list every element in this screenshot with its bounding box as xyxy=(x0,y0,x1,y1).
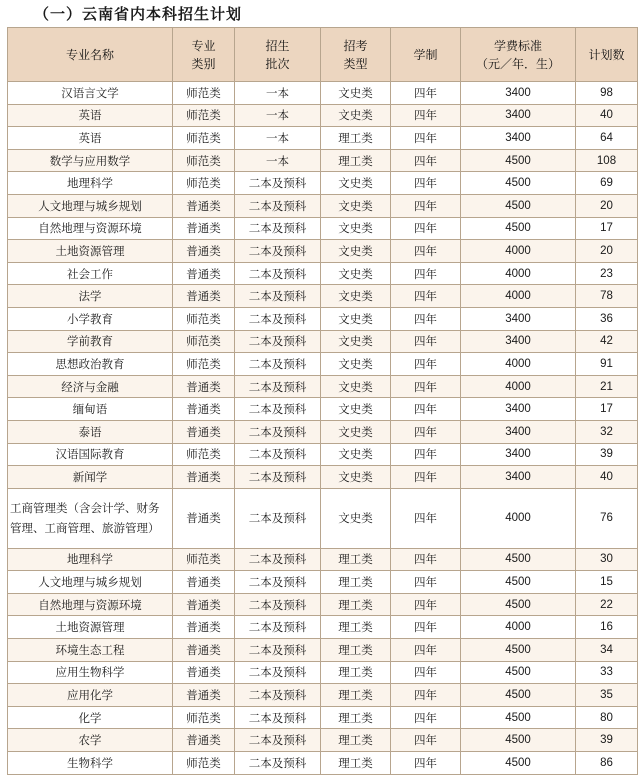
category-cell: 普通类 xyxy=(173,616,235,639)
header-row xyxy=(8,28,638,82)
duration-cell: 四年 xyxy=(391,127,461,150)
batch-cell: 二本及预科 xyxy=(235,488,321,548)
exam-type-cell: 文史类 xyxy=(321,466,391,489)
category-cell: 普通类 xyxy=(173,488,235,548)
category-cell: 师范类 xyxy=(173,353,235,376)
category-cell: 师范类 xyxy=(173,127,235,150)
fee-cell: 4500 xyxy=(461,729,576,752)
major-cell: 缅甸语 xyxy=(8,398,173,421)
batch-cell: 二本及预科 xyxy=(235,172,321,195)
fee-cell: 4500 xyxy=(461,661,576,684)
fee-cell: 4500 xyxy=(461,571,576,594)
duration-cell: 四年 xyxy=(391,262,461,285)
header-fee: 学费标准 （元／年．生） xyxy=(461,28,576,82)
plan-cell: 76 xyxy=(576,488,638,548)
category-cell: 普通类 xyxy=(173,194,235,217)
exam-type-cell: 文史类 xyxy=(321,262,391,285)
fee-cell: 3400 xyxy=(461,82,576,105)
fee-cell: 3400 xyxy=(461,398,576,421)
fee-cell: 3400 xyxy=(461,307,576,330)
exam-type-cell: 文史类 xyxy=(321,353,391,376)
table-row xyxy=(8,127,638,150)
category-cell: 普通类 xyxy=(173,729,235,752)
fee-cell: 4500 xyxy=(461,706,576,729)
plan-cell: 36 xyxy=(576,307,638,330)
major-cell: 汉语国际教育 xyxy=(8,443,173,466)
batch-cell: 二本及预科 xyxy=(235,571,321,594)
batch-cell: 二本及预科 xyxy=(235,706,321,729)
category-cell: 师范类 xyxy=(173,104,235,127)
plan-cell: 78 xyxy=(576,285,638,308)
fee-cell: 4500 xyxy=(461,548,576,571)
duration-cell: 四年 xyxy=(391,172,461,195)
major-cell: 地理科学 xyxy=(8,172,173,195)
plan-cell: 69 xyxy=(576,172,638,195)
plan-cell: 39 xyxy=(576,443,638,466)
exam-type-cell: 文史类 xyxy=(321,307,391,330)
duration-cell: 四年 xyxy=(391,661,461,684)
fee-cell: 4500 xyxy=(461,639,576,662)
header-duration: 学制 xyxy=(391,28,461,82)
header-plan: 计划数 xyxy=(576,28,638,82)
fee-cell: 4500 xyxy=(461,194,576,217)
exam-type-cell: 理工类 xyxy=(321,729,391,752)
duration-cell: 四年 xyxy=(391,353,461,376)
fee-cell: 3400 xyxy=(461,466,576,489)
duration-cell: 四年 xyxy=(391,684,461,707)
batch-cell: 二本及预科 xyxy=(235,262,321,285)
table-row xyxy=(8,194,638,217)
duration-cell: 四年 xyxy=(391,285,461,308)
batch-cell: 一本 xyxy=(235,127,321,150)
exam-type-cell: 理工类 xyxy=(321,149,391,172)
batch-cell: 一本 xyxy=(235,82,321,105)
category-cell: 师范类 xyxy=(173,82,235,105)
duration-cell: 四年 xyxy=(391,194,461,217)
batch-cell: 二本及预科 xyxy=(235,752,321,775)
exam-type-cell: 理工类 xyxy=(321,571,391,594)
category-cell: 师范类 xyxy=(173,752,235,775)
major-cell: 工商管理类（含会计学、财务管理、工商管理、旅游管理） xyxy=(8,488,173,548)
fee-cell: 4500 xyxy=(461,149,576,172)
fee-cell: 4500 xyxy=(461,593,576,616)
category-cell: 普通类 xyxy=(173,420,235,443)
batch-cell: 二本及预科 xyxy=(235,353,321,376)
header-major: 专业名称 xyxy=(8,28,173,82)
fee-cell: 4000 xyxy=(461,488,576,548)
plan-cell: 40 xyxy=(576,104,638,127)
exam-type-cell: 文史类 xyxy=(321,217,391,240)
duration-cell: 四年 xyxy=(391,375,461,398)
major-cell: 数学与应用数学 xyxy=(8,149,173,172)
table-row xyxy=(8,706,638,729)
exam-type-cell: 理工类 xyxy=(321,706,391,729)
table-row xyxy=(8,443,638,466)
exam-type-cell: 理工类 xyxy=(321,548,391,571)
batch-cell: 二本及预科 xyxy=(235,217,321,240)
plan-cell: 15 xyxy=(576,571,638,594)
plan-cell: 22 xyxy=(576,593,638,616)
table-row xyxy=(8,307,638,330)
major-cell: 人文地理与城乡规划 xyxy=(8,194,173,217)
major-cell: 英语 xyxy=(8,127,173,150)
duration-cell: 四年 xyxy=(391,752,461,775)
batch-cell: 二本及预科 xyxy=(235,285,321,308)
fee-cell: 4000 xyxy=(461,240,576,263)
duration-cell: 四年 xyxy=(391,420,461,443)
category-cell: 师范类 xyxy=(173,548,235,571)
batch-cell: 二本及预科 xyxy=(235,194,321,217)
duration-cell: 四年 xyxy=(391,706,461,729)
duration-cell: 四年 xyxy=(391,398,461,421)
duration-cell: 四年 xyxy=(391,548,461,571)
batch-cell: 二本及预科 xyxy=(235,593,321,616)
fee-cell: 4500 xyxy=(461,752,576,775)
enrollment-plan-table xyxy=(7,27,638,775)
major-cell: 农学 xyxy=(8,729,173,752)
plan-cell: 35 xyxy=(576,684,638,707)
plan-cell: 23 xyxy=(576,262,638,285)
plan-cell: 17 xyxy=(576,217,638,240)
exam-type-cell: 文史类 xyxy=(321,398,391,421)
duration-cell: 四年 xyxy=(391,330,461,353)
major-cell: 新闻学 xyxy=(8,466,173,489)
major-cell: 汉语言文学 xyxy=(8,82,173,105)
fee-cell: 3400 xyxy=(461,104,576,127)
duration-cell: 四年 xyxy=(391,82,461,105)
table-row xyxy=(8,729,638,752)
table-row xyxy=(8,353,638,376)
table-row xyxy=(8,661,638,684)
batch-cell: 一本 xyxy=(235,149,321,172)
duration-cell: 四年 xyxy=(391,488,461,548)
table-row xyxy=(8,752,638,775)
header-batch: 招生 批次 xyxy=(235,28,321,82)
exam-type-cell: 理工类 xyxy=(321,616,391,639)
plan-cell: 86 xyxy=(576,752,638,775)
plan-cell: 34 xyxy=(576,639,638,662)
category-cell: 普通类 xyxy=(173,639,235,662)
fee-cell: 3400 xyxy=(461,443,576,466)
table-row xyxy=(8,639,638,662)
category-cell: 普通类 xyxy=(173,398,235,421)
page-title: （一）云南省内本科招生计划 xyxy=(34,5,243,23)
duration-cell: 四年 xyxy=(391,240,461,263)
plan-cell: 98 xyxy=(576,82,638,105)
fee-cell: 4000 xyxy=(461,616,576,639)
table-row xyxy=(8,548,638,571)
batch-cell: 二本及预科 xyxy=(235,330,321,353)
duration-cell: 四年 xyxy=(391,104,461,127)
table-row xyxy=(8,616,638,639)
exam-type-cell: 理工类 xyxy=(321,127,391,150)
batch-cell: 二本及预科 xyxy=(235,684,321,707)
category-cell: 普通类 xyxy=(173,217,235,240)
duration-cell: 四年 xyxy=(391,149,461,172)
table-row xyxy=(8,149,638,172)
plan-cell: 20 xyxy=(576,240,638,263)
category-cell: 普通类 xyxy=(173,571,235,594)
table-row xyxy=(8,375,638,398)
duration-cell: 四年 xyxy=(391,443,461,466)
table-body xyxy=(8,82,638,775)
batch-cell: 二本及预科 xyxy=(235,398,321,421)
exam-type-cell: 理工类 xyxy=(321,593,391,616)
batch-cell: 二本及预科 xyxy=(235,616,321,639)
batch-cell: 二本及预科 xyxy=(235,240,321,263)
category-cell: 师范类 xyxy=(173,149,235,172)
category-cell: 师范类 xyxy=(173,172,235,195)
table-row xyxy=(8,571,638,594)
exam-type-cell: 文史类 xyxy=(321,194,391,217)
duration-cell: 四年 xyxy=(391,616,461,639)
category-cell: 普通类 xyxy=(173,661,235,684)
fee-cell: 4500 xyxy=(461,172,576,195)
exam-type-cell: 理工类 xyxy=(321,752,391,775)
major-cell: 土地资源管理 xyxy=(8,240,173,263)
major-cell: 环境生态工程 xyxy=(8,639,173,662)
duration-cell: 四年 xyxy=(391,217,461,240)
plan-cell: 80 xyxy=(576,706,638,729)
header-category: 专业 类别 xyxy=(173,28,235,82)
fee-cell: 4000 xyxy=(461,353,576,376)
major-cell: 土地资源管理 xyxy=(8,616,173,639)
plan-cell: 17 xyxy=(576,398,638,421)
major-cell: 生物科学 xyxy=(8,752,173,775)
table-row xyxy=(8,172,638,195)
fee-cell: 4000 xyxy=(461,262,576,285)
batch-cell: 二本及预科 xyxy=(235,548,321,571)
batch-cell: 二本及预科 xyxy=(235,661,321,684)
table-row xyxy=(8,262,638,285)
fee-cell: 4500 xyxy=(461,684,576,707)
category-cell: 普通类 xyxy=(173,375,235,398)
major-cell: 法学 xyxy=(8,285,173,308)
batch-cell: 二本及预科 xyxy=(235,375,321,398)
duration-cell: 四年 xyxy=(391,466,461,489)
major-cell: 应用生物科学 xyxy=(8,661,173,684)
plan-cell: 39 xyxy=(576,729,638,752)
batch-cell: 二本及预科 xyxy=(235,639,321,662)
category-cell: 师范类 xyxy=(173,307,235,330)
exam-type-cell: 文史类 xyxy=(321,488,391,548)
plan-cell: 42 xyxy=(576,330,638,353)
major-cell: 应用化学 xyxy=(8,684,173,707)
plan-cell: 21 xyxy=(576,375,638,398)
duration-cell: 四年 xyxy=(391,571,461,594)
plan-cell: 91 xyxy=(576,353,638,376)
major-cell: 化学 xyxy=(8,706,173,729)
batch-cell: 二本及预科 xyxy=(235,420,321,443)
exam-type-cell: 文史类 xyxy=(321,420,391,443)
table-row xyxy=(8,398,638,421)
plan-cell: 30 xyxy=(576,548,638,571)
plan-cell: 40 xyxy=(576,466,638,489)
major-cell: 学前教育 xyxy=(8,330,173,353)
batch-cell: 二本及预科 xyxy=(235,443,321,466)
plan-cell: 20 xyxy=(576,194,638,217)
exam-type-cell: 文史类 xyxy=(321,375,391,398)
category-cell: 师范类 xyxy=(173,706,235,729)
table-row xyxy=(8,593,638,616)
fee-cell: 3400 xyxy=(461,127,576,150)
exam-type-cell: 文史类 xyxy=(321,285,391,308)
table-row xyxy=(8,466,638,489)
duration-cell: 四年 xyxy=(391,593,461,616)
exam-type-cell: 文史类 xyxy=(321,443,391,466)
fee-cell: 3400 xyxy=(461,330,576,353)
major-cell: 人文地理与城乡规划 xyxy=(8,571,173,594)
duration-cell: 四年 xyxy=(391,307,461,330)
batch-cell: 二本及预科 xyxy=(235,729,321,752)
header-exam-type: 招考 类型 xyxy=(321,28,391,82)
table-row xyxy=(8,684,638,707)
major-cell: 自然地理与资源环境 xyxy=(8,593,173,616)
plan-cell: 33 xyxy=(576,661,638,684)
category-cell: 师范类 xyxy=(173,330,235,353)
category-cell: 普通类 xyxy=(173,285,235,308)
table-row xyxy=(8,82,638,105)
table-row xyxy=(8,330,638,353)
fee-cell: 4000 xyxy=(461,375,576,398)
exam-type-cell: 文史类 xyxy=(321,172,391,195)
batch-cell: 二本及预科 xyxy=(235,466,321,489)
duration-cell: 四年 xyxy=(391,729,461,752)
batch-cell: 一本 xyxy=(235,104,321,127)
category-cell: 普通类 xyxy=(173,684,235,707)
fee-cell: 4000 xyxy=(461,285,576,308)
plan-cell: 32 xyxy=(576,420,638,443)
plan-cell: 64 xyxy=(576,127,638,150)
plan-cell: 108 xyxy=(576,149,638,172)
major-cell: 小学教育 xyxy=(8,307,173,330)
category-cell: 普通类 xyxy=(173,466,235,489)
category-cell: 普通类 xyxy=(173,262,235,285)
exam-type-cell: 理工类 xyxy=(321,684,391,707)
category-cell: 师范类 xyxy=(173,443,235,466)
category-cell: 普通类 xyxy=(173,240,235,263)
duration-cell: 四年 xyxy=(391,639,461,662)
table-row xyxy=(8,285,638,308)
major-cell: 经济与金融 xyxy=(8,375,173,398)
exam-type-cell: 文史类 xyxy=(321,240,391,263)
major-cell: 自然地理与资源环境 xyxy=(8,217,173,240)
exam-type-cell: 理工类 xyxy=(321,661,391,684)
plan-cell: 16 xyxy=(576,616,638,639)
table-row xyxy=(8,420,638,443)
table-row xyxy=(8,488,638,548)
fee-cell: 4500 xyxy=(461,217,576,240)
major-cell: 泰语 xyxy=(8,420,173,443)
major-cell: 思想政治教育 xyxy=(8,353,173,376)
category-cell: 普通类 xyxy=(173,593,235,616)
table-row xyxy=(8,217,638,240)
major-cell: 地理科学 xyxy=(8,548,173,571)
exam-type-cell: 文史类 xyxy=(321,330,391,353)
table-row xyxy=(8,104,638,127)
fee-cell: 3400 xyxy=(461,420,576,443)
exam-type-cell: 文史类 xyxy=(321,82,391,105)
batch-cell: 二本及预科 xyxy=(235,307,321,330)
exam-type-cell: 理工类 xyxy=(321,639,391,662)
table-row xyxy=(8,240,638,263)
major-cell: 英语 xyxy=(8,104,173,127)
major-cell: 社会工作 xyxy=(8,262,173,285)
exam-type-cell: 文史类 xyxy=(321,104,391,127)
